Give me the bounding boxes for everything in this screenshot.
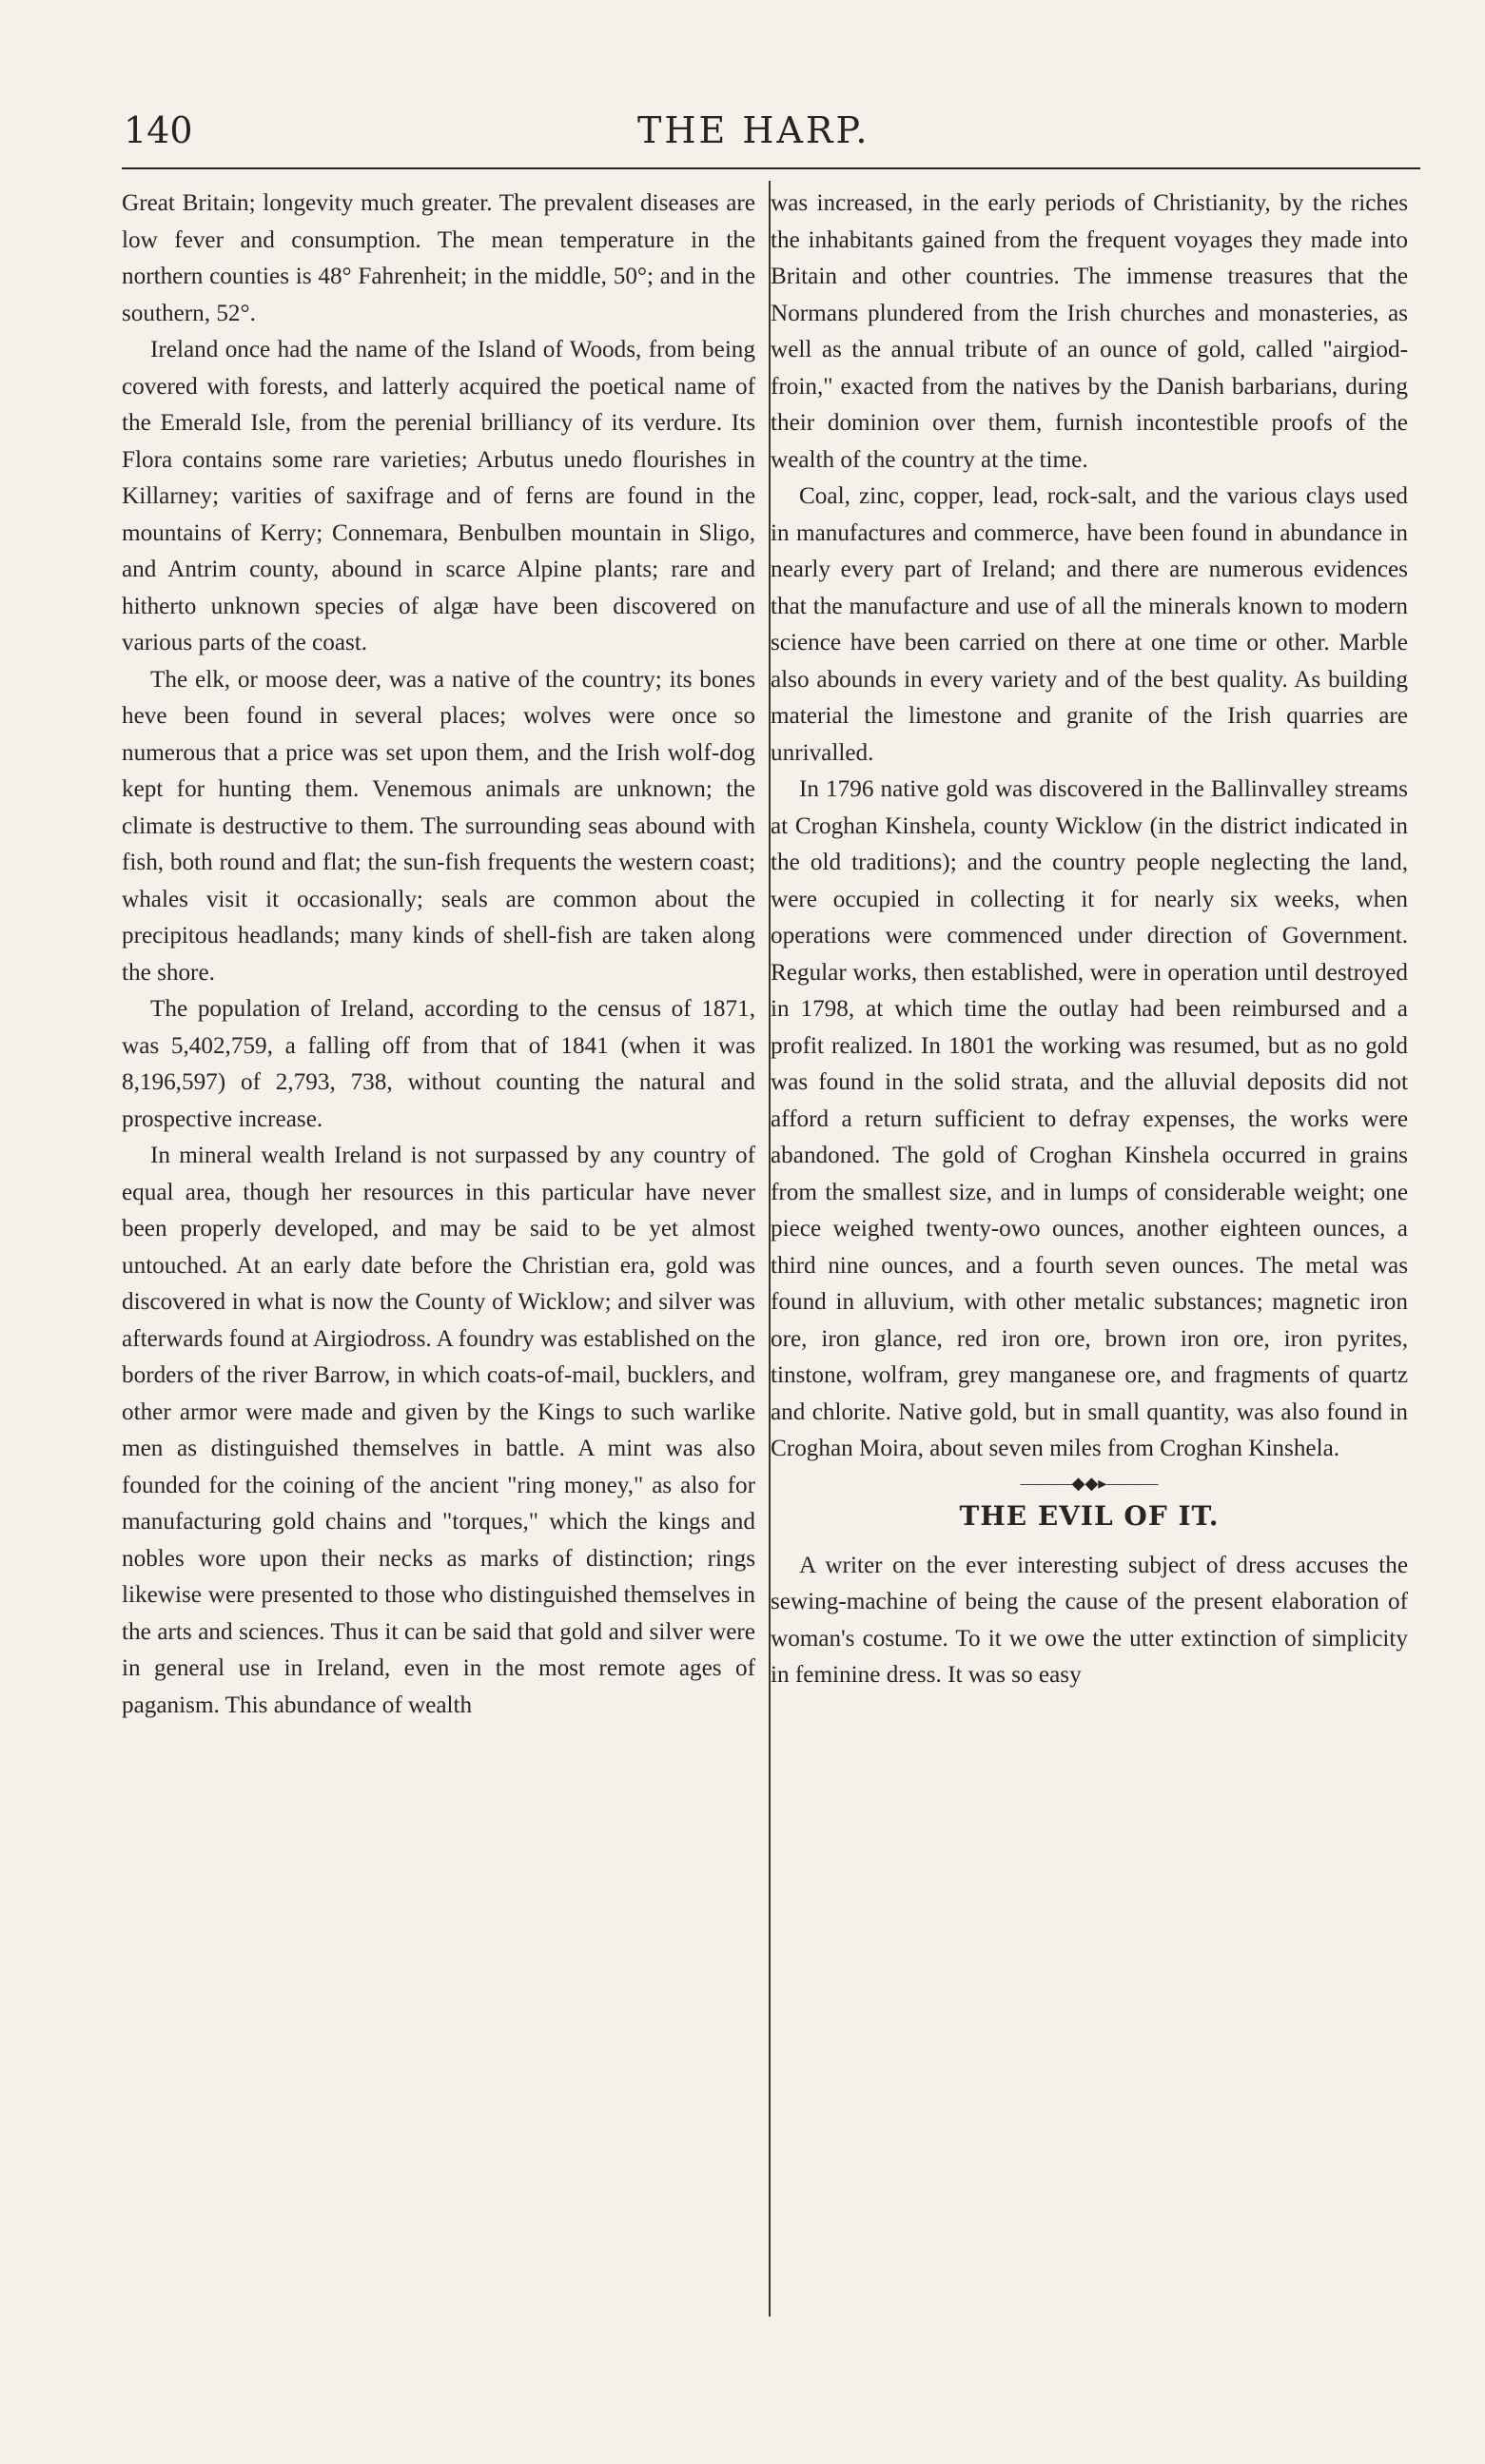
paragraph: In 1796 native gold was discovered in the Ballinvalley streams at Croghan Kinshela, county Wicklow (in the district indicated in the old traditions); and the country people neglecting the land, were occupied in collecting it for nearly six weeks, when operations were commenced under direction of Government. Regular works, then established, were in operation until destroyed in 1798, at which time the outlay had been reimbursed and a profit realized. In 1801 the working was resumed, but as no gold was found in the solid strata, and the alluvial deposits did not afford a return sufficient to defray expenses, the works were abandoned. The gold of Croghan Kinshela occurred in grains from the smallest size, and in lumps of considerable weight; one piece weighed twenty-owo ounces, another eighteen ounces, a third nine ounces, and a fourth seven ounces. The metal was found in alluvium, with other metalic substances; magnetic iron ore, iron glance, red iron ore, brown iron ore, iron pyrites, tinstone, wolfram, grey manganese ore, and fragments of quartz and chlorite. Native gold, but in small quantity, was also found in Croghan Moira, about seven miles from Croghan Kinshela.: [771, 776, 1408, 1461]
left-column: [122, 186, 755, 1724]
paragraph: In mineral wealth Ireland is not surpassed by any country of equal area, though her resources in this particular have never been properly developed, and may be said to be yet almost untouched. At an early date before the Christian era, gold was discovered in what is now the County of Wicklow; and silver was afterwards found at Airgiodross. A foundry was established on the borders of the river Barrow, in which coats-of-mail, bucklers, and other armor were made and given by the Kings to such warlike men as distinguished themselves in battle. A mint was also founded for the coining of the ancient "ring money," as also for manufacturing gold chains and "torques," which the kings and nobles wore upon their necks as marks of distinction; rings likewise were presented to those who distinguished themselves in the arts and sciences. Thus it can be said that gold and silver were in general use in Ireland, even in the most remote ages of paganism. This abundance of wealth: [122, 1143, 755, 1718]
paragraph: Ireland once had the name of the Island of Woods, from being covered with forests, and latterly acquired the poetical name of the Emerald Isle, from the perenial brilliancy of its verdure. Its Flora contains some rare varieties; Arbutus unedo flourishes in Killarney; varities of saxifrage and of ferns are found in the mountains of Kerry; Connemara, Benbulben mountain in Sligo, and Antrim county, abound in scarce Alpine plants; rare and hitherto unknown species of algæ have been discovered on various parts of the coast.: [122, 337, 755, 655]
page-header: [124, 109, 1417, 162]
paragraph: Coal, zinc, copper, lead, rock-salt, and the various clays used in manufactures and commerce, have been found in abundance in nearly every part of Ireland; and there are numerous evidences that the manufacture and use of all the minerals known to modern science have been carried on there at one time or other. Marble also abounds in every variety and of the best quality. As building material the limestone and granite of the Irish quarries are unrivalled.: [771, 483, 1408, 766]
paragraph: Great Britain; longevity much greater. The prevalent diseases are low fever and consumption. The mean temperature in the northern counties is 48° Fahrenheit; in the middle, 50°; and in the southern, 52°.: [122, 190, 755, 326]
header-rule: [122, 167, 1420, 169]
section-divider-ornament: ―――◆◆▸―――: [1020, 1473, 1159, 1493]
paragraph: The elk, or moose deer, was a native of the country; its bones heve been found in several places; wolves were once so numerous that a price was set upon them, and the Irish wolf-dog kept for hunting them. Venemous animals are unknown; the climate is destructive to them. The surrounding seas abound with fish, both round and flat; the sun-fish frequents the western coast; whales visit it occasionally; seals are common about the precipitous headlands; many kinds of shell-fish are taken along the shore.: [122, 666, 755, 986]
paragraph: was increased, in the early periods of Christianity, by the riches the inhabitants gained from the frequent voyages they made into Britain and other countries. The immense treasures that the Normans plundered from the Irish churches and monasteries, as well as the annual tribute of an ounce of gold, called "airgiod-froin," exacted from the natives by the Danish barbarians, during their dominion over them, furnish incontestible proofs of the wealth of the country at the time.: [771, 190, 1408, 473]
publication-title: THE HARP.: [637, 109, 870, 151]
paragraph: A writer on the ever interesting subject of dress accuses the sewing-machine of being the cause of the present elaboration of woman's costume. To it we owe the utter extinction of simplicity in feminine dress. It was so easy: [771, 1552, 1408, 1688]
page-number: 140: [124, 109, 193, 151]
paragraph: The population of Ireland, according to the census of 1871, was 5,402,759, a falling off from that of 1841 (when it was 8,196,597) of 2,793, 738, without counting the natural and prospective increase.: [122, 996, 755, 1132]
right-column: [771, 186, 1408, 1694]
section-title: THE EVIL OF IT.: [959, 1499, 1220, 1532]
